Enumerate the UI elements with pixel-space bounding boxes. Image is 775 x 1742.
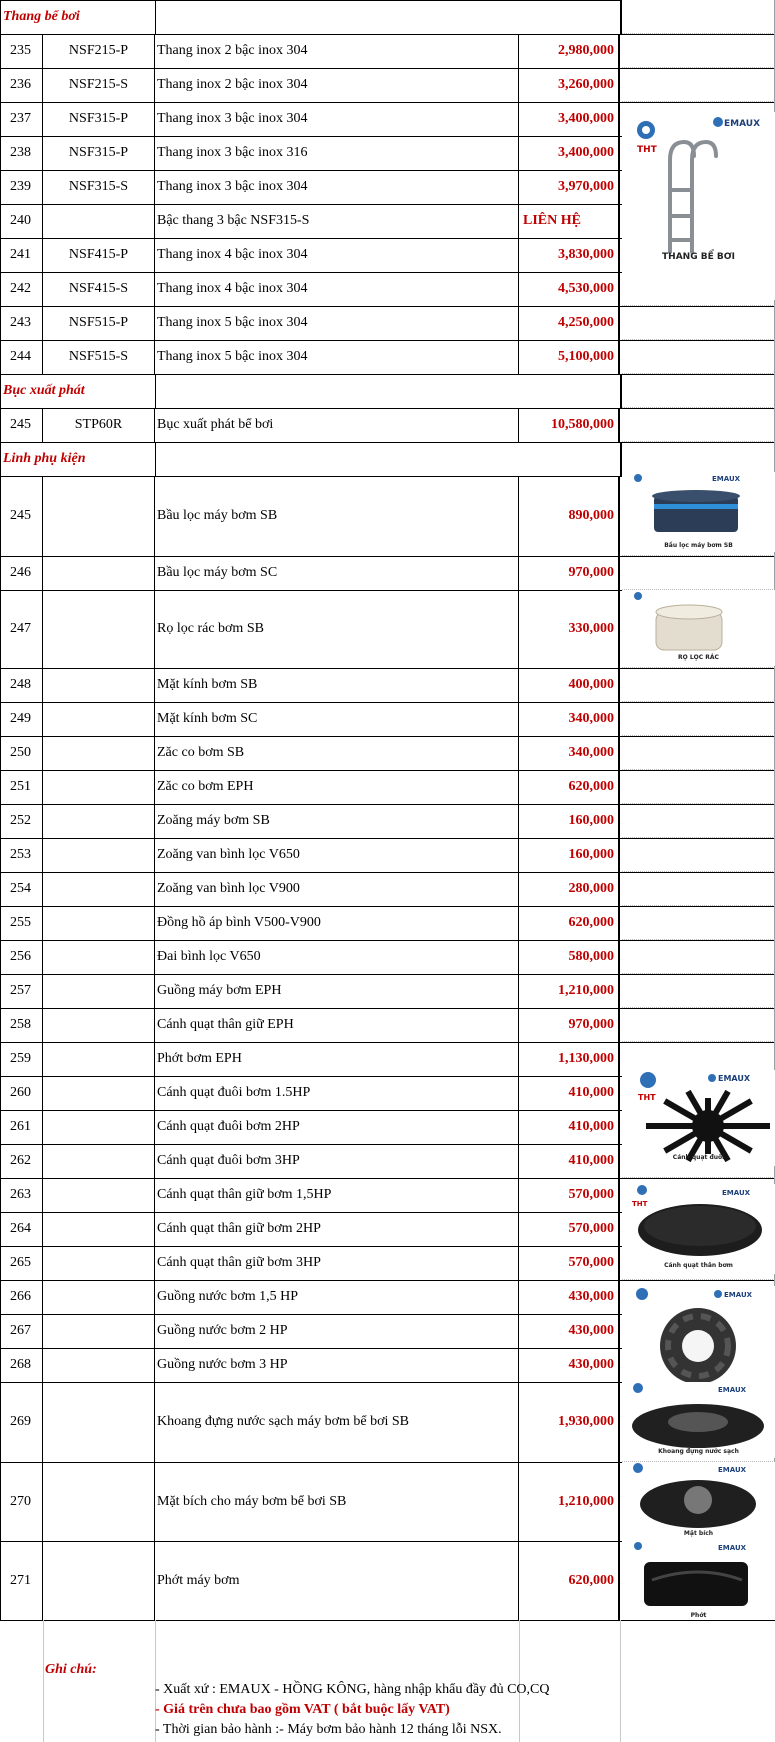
product-price: 2,980,000 [519,34,620,68]
table-row [0,340,775,375]
image-cell [622,702,775,736]
product-price: 1,210,000 [519,1462,620,1541]
image-cell [622,306,775,340]
product-code [43,1110,155,1144]
product-price: 10,580,000 [519,408,620,442]
section-title: Thang bể bơi [3,9,80,24]
product-name: Thang inox 3 bậc inox 304 [155,170,519,204]
table-row [0,408,775,443]
product-name: Cánh quạt thân giữ bơm 3HP [155,1246,519,1280]
product-name: Thang inox 3 bậc inox 316 [155,136,519,170]
product-code: STP60R [43,408,155,442]
table-row [0,838,775,873]
product-price: LIÊN HỆ [519,204,620,238]
product-code [43,702,155,736]
svg-text:EMAUX: EMAUX [718,1386,747,1394]
product-name: Thang inox 5 bậc inox 304 [155,306,519,340]
product-code: NSF215-S [43,68,155,102]
table-row [0,702,775,737]
product-name: Phớt máy bơm [155,1541,519,1620]
product-price: 620,000 [519,906,620,940]
row-number: 239 [0,170,43,204]
product-code [43,1076,155,1110]
row-border [0,442,1,476]
table-row [0,872,775,907]
table-row [0,770,775,805]
product-price: 4,530,000 [519,272,620,306]
product-code: NSF315-S [43,170,155,204]
row-number: 241 [0,238,43,272]
product-code [43,1382,155,1462]
product-name: Đai bình lọc V650 [155,940,519,974]
table-row [0,1008,775,1043]
product-name: Mặt kính bơm SB [155,668,519,702]
product-code [43,556,155,590]
svg-text:EMAUX: EMAUX [724,119,761,129]
product-code [43,1314,155,1348]
row-number: 261 [0,1110,43,1144]
section-title: Bục xuất phát [3,383,85,398]
filter-image: EMAUX Bầu lọc máy bơm SB [622,472,775,552]
product-name: Cánh quạt thân giữ EPH [155,1008,519,1042]
row-number: 237 [0,102,43,136]
product-price: 410,000 [519,1076,620,1110]
product-price: 410,000 [519,1144,620,1178]
row-number: 242 [0,272,43,306]
row-number: 260 [0,1076,43,1110]
row-number: 267 [0,1314,43,1348]
product-name: Bầu lọc máy bơm SB [155,476,519,556]
note-warranty: - Thời gian bảo hành :- Máy bơm bảo hành 12 tháng lỗi NSX. [155,1722,502,1737]
product-name: Thang inox 5 bậc inox 304 [155,340,519,374]
product-code [43,736,155,770]
emaux-logo-icon [713,117,760,129]
product-name: Zăc co bơm EPH [155,770,519,804]
product-name: Thang inox 4 bậc inox 304 [155,238,519,272]
table-row [0,668,775,703]
row-number: 245 [0,476,43,556]
product-name: Cánh quạt đuôi bơm 3HP [155,1144,519,1178]
product-price: 3,830,000 [519,238,620,272]
product-price: 430,000 [519,1280,620,1314]
product-code [43,838,155,872]
row-border [155,0,156,34]
svg-text:EMAUX: EMAUX [724,1291,753,1299]
basket-image: RỌ LỌC RÁC [622,590,775,666]
image-cell [622,668,775,702]
image-cell [622,442,775,476]
row-number: 255 [0,906,43,940]
product-name: Rọ lọc rác bơm SB [155,590,519,668]
product-code [43,1144,155,1178]
row-number: 256 [0,940,43,974]
product-price: 570,000 [519,1246,620,1280]
notes-section [0,1620,775,1742]
table-row [0,804,775,839]
product-price: 580,000 [519,940,620,974]
product-code [43,204,155,238]
product-name: Phớt bơm EPH [155,1042,519,1076]
product-name: Zoăng van bình lọc V650 [155,838,519,872]
product-price: 1,130,000 [519,1042,620,1076]
svg-text:THT: THT [637,145,657,155]
image-cell [622,34,775,68]
svg-text:THT: THT [632,1200,648,1208]
product-code: NSF315-P [43,102,155,136]
product-price: 5,100,000 [519,340,620,374]
row-number: 245 [0,408,43,442]
product-code [43,770,155,804]
product-price: 280,000 [519,872,620,906]
image-cell [622,736,775,770]
product-price: 430,000 [519,1314,620,1348]
row-number: 251 [0,770,43,804]
row-number: 236 [0,68,43,102]
row-number: 269 [0,1382,43,1462]
product-name: Zoăng van bình lọc V900 [155,872,519,906]
product-code [43,1348,155,1382]
row-border [155,442,156,476]
svg-text:EMAUX: EMAUX [722,1189,751,1197]
tail-fan-image: THT EMAUX Cánh quạt đuôi [622,1070,775,1166]
image-cell [622,940,775,974]
product-price: 570,000 [519,1178,620,1212]
table-row [0,940,775,975]
image-cell [622,804,775,838]
product-price: 970,000 [519,556,620,590]
product-name: Mặt kính bơm SC [155,702,519,736]
product-name: Bục xuất phát bể bơi [155,408,519,442]
product-price: 160,000 [519,804,620,838]
product-price: 340,000 [519,702,620,736]
product-code [43,1246,155,1280]
product-name: Guồng máy bơm EPH [155,974,519,1008]
product-code [43,1178,155,1212]
svg-text:EMAUX: EMAUX [712,475,741,483]
row-border [155,374,156,408]
row-number: 238 [0,136,43,170]
image-cell [622,408,775,442]
product-price: 160,000 [519,838,620,872]
row-number: 271 [0,1541,43,1620]
product-price: 3,260,000 [519,68,620,102]
row-number: 244 [0,340,43,374]
product-name: Cánh quạt thân giữ bơm 1,5HP [155,1178,519,1212]
row-number: 252 [0,804,43,838]
product-name: Đồng hồ áp bình V500-V900 [155,906,519,940]
product-code: NSF515-S [43,340,155,374]
flange-image: EMAUX Mặt bích [622,1462,775,1540]
row-number: 248 [0,668,43,702]
product-name: Khoang đựng nước sạch máy bơm bể bơi SB [155,1382,519,1462]
product-price: 3,970,000 [519,170,620,204]
product-name: Guồng nước bơm 1,5 HP [155,1280,519,1314]
row-border [0,0,1,34]
product-code [43,1462,155,1541]
product-price: 3,400,000 [519,136,620,170]
product-price: 970,000 [519,1008,620,1042]
product-name: Bầu lọc máy bơm SC [155,556,519,590]
image-cell [622,68,775,102]
table-row [0,556,775,591]
row-number: 243 [0,306,43,340]
image-cell [622,974,775,1008]
row-number: 257 [0,974,43,1008]
product-price: 620,000 [519,1541,620,1620]
product-code [43,940,155,974]
product-price: 340,000 [519,736,620,770]
product-code [43,1212,155,1246]
image-cell [622,374,775,408]
image-cell [622,556,775,590]
product-name: Bậc thang 3 bậc NSF315-S [155,204,519,238]
product-code [43,1008,155,1042]
seal-image: EMAUX Phớt [622,1540,775,1620]
table-row [0,306,775,341]
row-number: 249 [0,702,43,736]
row-number: 240 [0,204,43,238]
product-name: Guồng nước bơm 3 HP [155,1348,519,1382]
product-name: Cánh quạt đuôi bơm 2HP [155,1110,519,1144]
product-price: 890,000 [519,476,620,556]
section-row [0,374,775,409]
product-code: NSF215-P [43,34,155,68]
notes-label: Ghi chú: [45,1662,97,1677]
ladder-caption: THANG BỂ BƠI [662,252,735,262]
product-price: 1,930,000 [519,1382,620,1462]
product-code [43,476,155,556]
table-row [0,34,775,69]
row-border [0,374,1,408]
product-code [43,590,155,668]
sheet-top-border [0,0,620,1]
product-code [43,1541,155,1620]
section-title: Linh phụ kiện [3,451,86,466]
table-row [0,736,775,771]
row-number: 263 [0,1178,43,1212]
product-name: Guồng nước bơm 2 HP [155,1314,519,1348]
image-cell [622,0,775,34]
table-row [0,974,775,1009]
svg-text:EMAUX: EMAUX [718,1544,747,1552]
table-row [0,68,775,103]
row-number: 264 [0,1212,43,1246]
product-price: 410,000 [519,1110,620,1144]
product-name: Cánh quạt thân giữ bơm 2HP [155,1212,519,1246]
row-number: 262 [0,1144,43,1178]
note-origin: - Xuất xứ : EMAUX - HỒNG KÔNG, hàng nhập khẩu đầy đủ CO,CQ [155,1682,550,1697]
product-name: Thang inox 2 bậc inox 304 [155,68,519,102]
product-code [43,974,155,1008]
row-number: 265 [0,1246,43,1280]
tht-logo-icon [637,121,658,155]
row-number: 254 [0,872,43,906]
row-number: 270 [0,1462,43,1541]
product-code: NSF315-P [43,136,155,170]
image-cell [622,340,775,374]
product-name: Mặt bích cho máy bơm bể bơi SB [155,1462,519,1541]
product-code [43,906,155,940]
product-price: 430,000 [519,1348,620,1382]
row-number: 235 [0,34,43,68]
row-number: 250 [0,736,43,770]
image-cell [622,906,775,940]
chamber-image: EMAUX Khoang đựng nước sạch [622,1382,775,1458]
note-vat: - Giá trên chưa bao gồm VAT ( bắt buộc lấy VAT) [155,1702,450,1717]
product-code [43,1280,155,1314]
section-row [0,0,775,35]
product-code: NSF415-S [43,272,155,306]
row-number: 266 [0,1280,43,1314]
table-row [0,906,775,941]
svg-text:THT: THT [638,1093,656,1102]
product-name: Thang inox 4 bậc inox 304 [155,272,519,306]
product-name: Cánh quạt đuôi bơm 1.5HP [155,1076,519,1110]
impeller-image [622,1286,775,1386]
image-cell [622,838,775,872]
product-price: 330,000 [519,590,620,668]
product-code: NSF515-P [43,306,155,340]
product-price: 570,000 [519,1212,620,1246]
product-code: NSF415-P [43,238,155,272]
product-price: 3,400,000 [519,102,620,136]
svg-text:EMAUX: EMAUX [718,1074,751,1083]
product-price: 1,210,000 [519,974,620,1008]
row-number: 259 [0,1042,43,1076]
image-cell [622,1008,775,1042]
product-code [43,668,155,702]
row-number: 253 [0,838,43,872]
product-code [43,804,155,838]
product-code [43,872,155,906]
product-name: Thang inox 3 bậc inox 304 [155,102,519,136]
row-number: 247 [0,590,43,668]
row-number: 268 [0,1348,43,1382]
svg-text:EMAUX: EMAUX [718,1466,747,1474]
product-price: 400,000 [519,668,620,702]
product-name: Thang inox 2 bậc inox 304 [155,34,519,68]
product-code [43,1042,155,1076]
ladder-image [622,112,775,300]
image-cell [622,770,775,804]
body-fan-image: THT EMAUX Cánh quạt thân bơm [622,1184,775,1274]
image-cell [622,872,775,906]
product-price: 620,000 [519,770,620,804]
product-name: Zoăng máy bơm SB [155,804,519,838]
row-number: 258 [0,1008,43,1042]
product-name: Zăc co bơm SB [155,736,519,770]
product-price: 4,250,000 [519,306,620,340]
row-number: 246 [0,556,43,590]
